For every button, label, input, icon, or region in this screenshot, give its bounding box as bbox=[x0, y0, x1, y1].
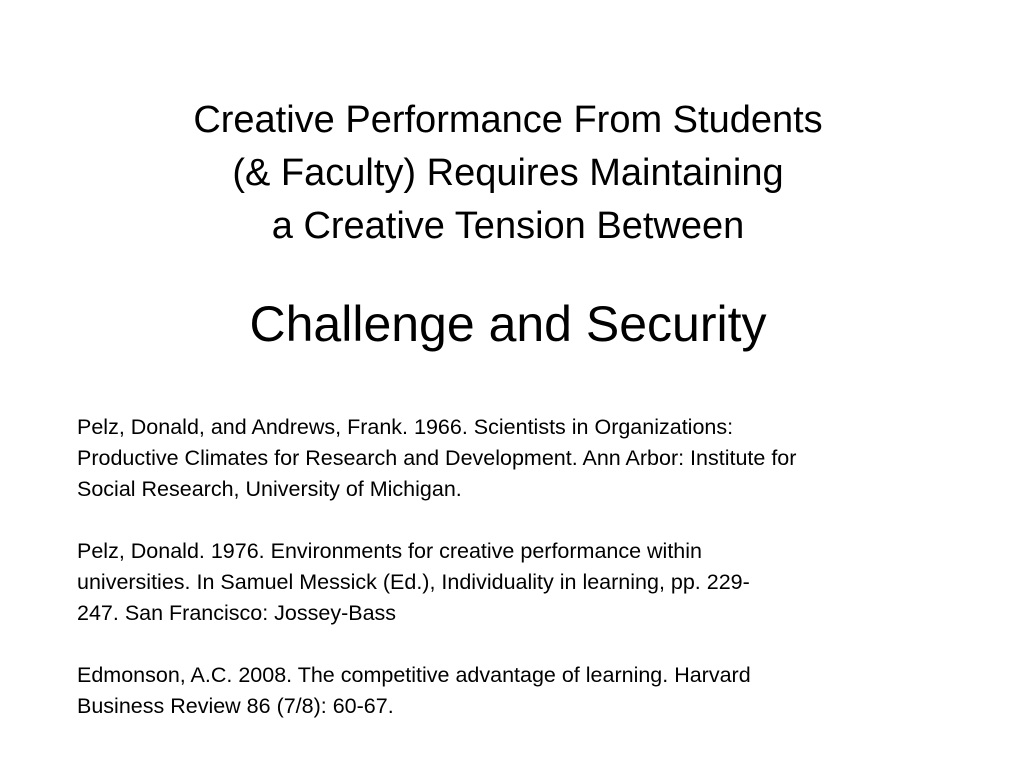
references-list bbox=[77, 412, 957, 753]
slide-title bbox=[0, 94, 1016, 253]
reference-line: Business Review 86 (7/8): 60-67. bbox=[77, 694, 394, 718]
title-line: a Creative Tension Between bbox=[271, 205, 745, 247]
reference-line: Social Research, University of Michigan. bbox=[77, 477, 462, 501]
reference-line: Edmonson, A.C. 2008. The competitive advantage of learning. Harvard bbox=[77, 663, 751, 687]
title-line: (& Faculty) Requires Maintaining bbox=[232, 152, 784, 194]
reference-line: Pelz, Donald. 1976. Environments for creative performance within bbox=[77, 539, 703, 563]
reference-pelz-1976 bbox=[77, 536, 957, 629]
reference-edmonson-2008 bbox=[77, 660, 957, 722]
reference-line: Productive Climates for Research and Development. Ann Arbor: Institute for bbox=[77, 446, 797, 470]
reference-line: Pelz, Donald, and Andrews, Frank. 1966. Scientists in Organizations: bbox=[77, 415, 734, 439]
reference-line: 247. San Francisco: Jossey-Bass bbox=[77, 601, 397, 625]
slide-subtitle: Challenge and Security bbox=[249, 296, 767, 352]
reference-line: universities. In Samuel Messick (Ed.), Individuality in learning, pp. 229- bbox=[77, 570, 750, 594]
reference-pelz-andrews-1966 bbox=[77, 412, 957, 505]
title-line: Creative Performance From Students bbox=[193, 99, 823, 141]
